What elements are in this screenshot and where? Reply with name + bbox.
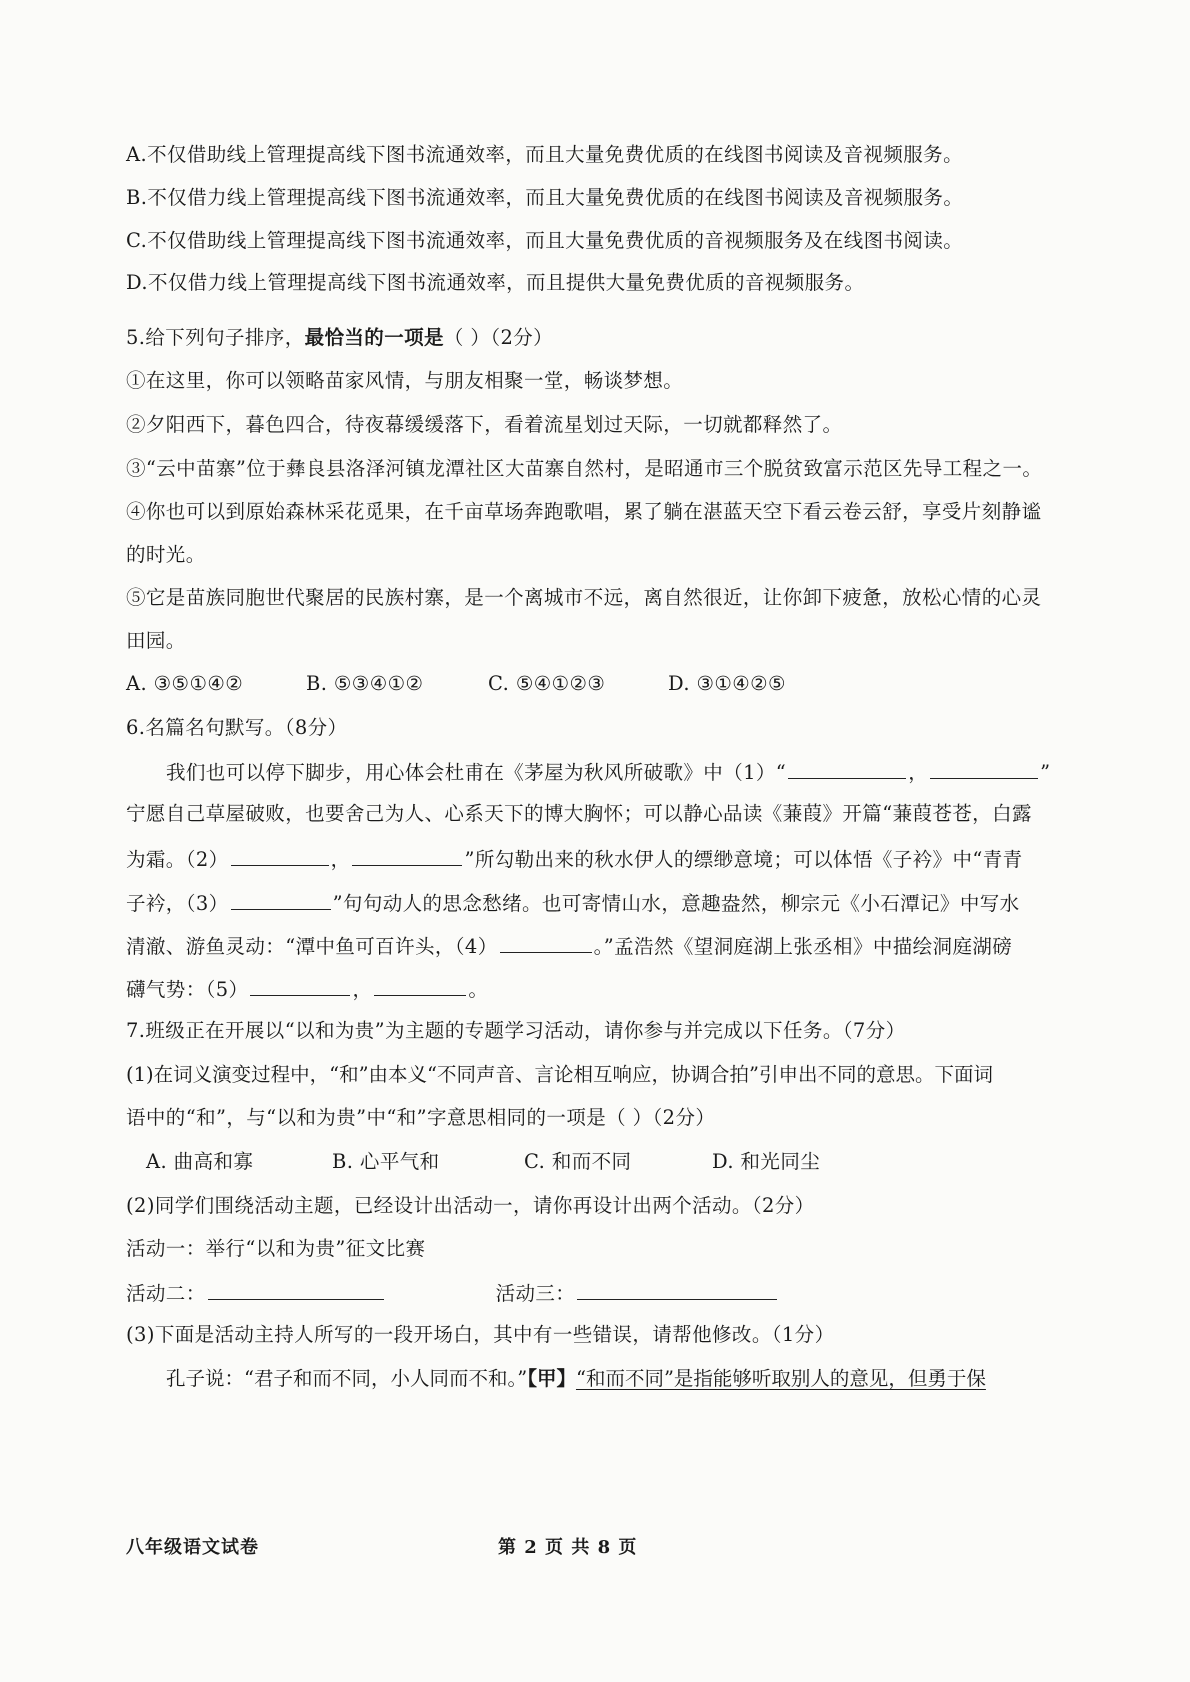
- q7-quote-line: [126, 1364, 1090, 1394]
- q6-line-3-comma: ，: [330, 848, 351, 871]
- answer-blank-2b[interactable]: [352, 843, 462, 866]
- answer-blank-3[interactable]: [231, 887, 331, 910]
- q7-option-a: A. 曲高和寡: [146, 1150, 254, 1173]
- q6-line-4-rest: ”句句动人的思念愁绪。也可寄情山水，意趣盎然，柳宗元《小石潭记》中写水: [332, 892, 1020, 915]
- footer-title: 八年级语文试卷: [126, 1537, 259, 1558]
- q5-stem-c: （ ）（2分）: [443, 326, 554, 349]
- q7-part2: (2)同学们围绕活动主题，已经设计出活动一，请你再设计出两个活动。（2分）: [126, 1194, 815, 1217]
- q4-option-b: B.不仅借力线上管理提高线下图书流通效率，而且大量免费优质的在线图书阅读及音视频服务。: [126, 186, 964, 209]
- footer-page-number: 第 2 页 共 8 页: [498, 1537, 638, 1558]
- q5-stem: [126, 323, 1090, 353]
- activity-3-blank[interactable]: [577, 1277, 777, 1300]
- q6-line-3-rest: ”所勾勒出来的秋水伊人的缥缈意境；可以体悟《子衿》中“青青: [464, 848, 1023, 871]
- q5-option-d: D. ③①④②⑤: [668, 672, 786, 695]
- q7-quote-text: 孔子说：“君子和而不同，小人同而不和。”: [166, 1367, 528, 1390]
- q6-line-1-comma: ，: [908, 761, 929, 784]
- q6-line-1-text: 我们也可以停下脚步，用心体会杜甫在《茅屋为秋风所破歌》中（1）“: [166, 761, 787, 784]
- q6-line-6-comma: ，: [352, 978, 373, 1001]
- q6-line-5: [126, 930, 1090, 962]
- activity-3-label: 活动三：: [495, 1282, 576, 1305]
- q6-line-5-rest: 。”孟浩然《望洞庭湖上张丞相》中描绘洞庭湖磅: [593, 935, 1013, 958]
- q6-line-3-text: 为霜。（2）: [126, 848, 229, 871]
- q6-title: 6.名篇名句默写。（8分）: [126, 716, 348, 739]
- q7-options: [146, 1147, 1090, 1177]
- q6-line-6-end: 。: [468, 978, 489, 1001]
- q4-option-c: C.不仅借助线上管理提高线下图书流通效率，而且大量免费优质的音视频服务及在线图书阅读。: [126, 229, 964, 252]
- activity-row: [126, 1277, 1090, 1309]
- q6-line-6-text: 礴气势：（5）: [126, 978, 249, 1001]
- activity-2-label: 活动二：: [126, 1282, 206, 1305]
- q5-stem-b: 最恰当的一项是: [304, 326, 444, 349]
- q6-line-6: [126, 973, 1090, 1005]
- q6-line-4-text: 子衿，（3）: [126, 892, 229, 915]
- q6-line-1: [126, 756, 1090, 788]
- answer-blank-2a[interactable]: [231, 843, 329, 866]
- q5-option-a: A. ③⑤①④②: [126, 672, 244, 695]
- q5-sentence-4a: ④你也可以到原始森林采花觅果，在千亩草场奔跑歌唱，累了躺在湛蓝天空下看云卷云舒，享受片刻静谧: [126, 500, 1042, 523]
- q5-sentence-2: ②夕阳西下，暮色四合，待夜幕缓缓落下，看着流星划过天际，一切就都释然了。: [126, 413, 843, 436]
- q5-sentence-5b: 田园。: [126, 629, 186, 652]
- answer-blank-1a[interactable]: [788, 756, 906, 779]
- q6-line-5-text: 清澈、游鱼灵动：“潭中鱼可百许头，（4）: [126, 935, 498, 958]
- q5-sentence-1: ①在这里，你可以领略苗家风情，与朋友相聚一堂，畅谈梦想。: [126, 369, 684, 392]
- q7-quote-marker: 【甲】: [527, 1367, 576, 1390]
- q5-options: [126, 669, 1090, 699]
- q7-part1-line-b: 语中的“和”，与“以和为贵”中“和”字意思相同的一项是（ ）（2分）: [126, 1106, 716, 1129]
- answer-blank-5a[interactable]: [250, 973, 350, 996]
- activity-1: 活动一：举行“以和为贵”征文比赛: [126, 1237, 426, 1260]
- answer-blank-5b[interactable]: [374, 973, 466, 996]
- q4-option-a: A.不仅借助线上管理提高线下图书流通效率，而且大量免费优质的在线图书阅读及音视频服务。: [126, 143, 963, 166]
- q6-line-2: 宁愿自己草屋破败，也要舍己为人、心系天下的博大胸怀；可以静心品读《蒹葭》开篇“蒹葭苍苍，白露: [126, 802, 1032, 825]
- q5-sentence-5a: ⑤它是苗族同胞世代聚居的民族村寨，是一个离城市不远，离自然很近，让你卸下疲惫，放松心情的心灵: [126, 586, 1042, 609]
- answer-blank-4[interactable]: [500, 930, 592, 953]
- q5-stem-a: 5.给下列句子排序，: [126, 326, 305, 349]
- q5-option-c: C. ⑤④①②③: [488, 672, 606, 695]
- q7-title: 7.班级正在开展以“以和为贵”为主题的专题学习活动，请你参与并完成以下任务。（7分）: [126, 1019, 906, 1042]
- q6-line-1-close: ”: [1040, 761, 1051, 784]
- q6-line-3: [126, 843, 1090, 875]
- q6-line-4: [126, 887, 1090, 919]
- q4-option-d: D.不仅借力线上管理提高线下图书流通效率，而且提供大量免费优质的音视频服务。: [126, 271, 865, 294]
- q7-part1-line-a: (1)在词义演变过程中，“和”由本义“不同声音、言论相互响应，协调合拍”引申出不同的意思。下面词: [126, 1063, 993, 1086]
- q7-option-b: B. 心平气和: [332, 1150, 440, 1173]
- q7-quote-underlined: “和而不同”是指能够听取别人的意见，但勇于保: [575, 1367, 986, 1390]
- q5-sentence-4b: 的时光。: [126, 543, 206, 566]
- answer-blank-1b[interactable]: [930, 756, 1038, 779]
- activity-2-blank[interactable]: [208, 1277, 384, 1300]
- q7-option-c: C. 和而不同: [524, 1150, 632, 1173]
- q5-option-b: B. ⑤③④①②: [306, 672, 424, 695]
- q7-option-d: D. 和光同尘: [712, 1150, 821, 1173]
- q7-part3: (3)下面是活动主持人所写的一段开场白，其中有一些错误，请帮他修改。（1分）: [126, 1323, 835, 1346]
- q5-sentence-3: ③“云中苗寨”位于彝良县洛泽河镇龙潭社区大苗寨自然村，是昭通市三个脱贫致富示范区先导工程之一。: [126, 457, 1043, 480]
